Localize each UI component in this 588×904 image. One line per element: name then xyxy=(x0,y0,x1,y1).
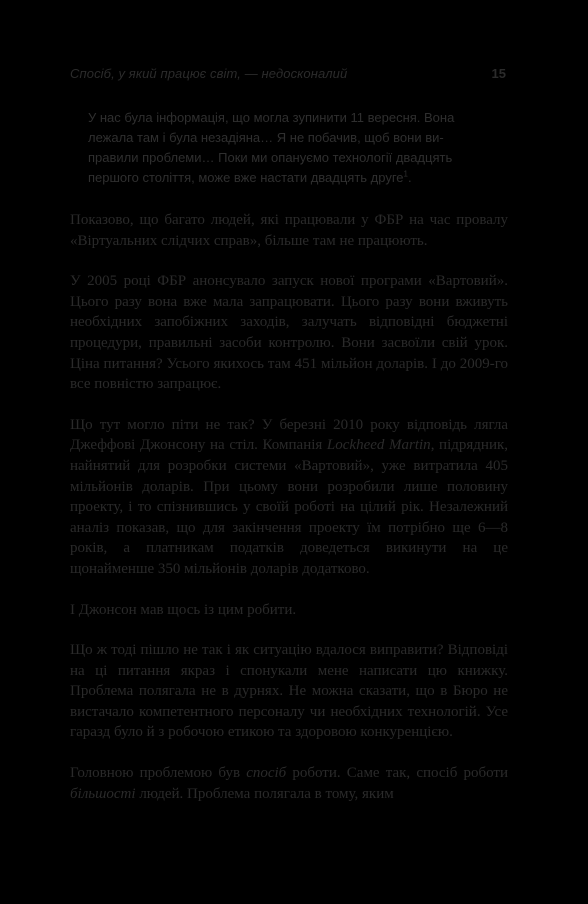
company-name: Lockheed Martin xyxy=(326,437,431,454)
page-number: 15 xyxy=(491,66,506,81)
emphasis: більшості xyxy=(70,785,136,802)
emphasis: спосіб xyxy=(246,765,287,782)
paragraph: У 2005 році ФБР анонсувало запуск нової програми «Вартовий». Цього разу вона вже мала запрацювати. Цього разу вони вживуть необхідних запобіжних заходів, залучать відповідні бюджетні процедури, правильні засоби контролю. Вони засвоїли свій урок. Ціна питання? Усього якихось там 451 мільйон доларів. І до 2009-го все повністю запрацює. xyxy=(70,273,508,393)
quote-line-last: першого століття, може вже настати двадцять друге$^1$. xyxy=(88,169,412,185)
running-head: Спосіб, у який працює світ, — недосконалий xyxy=(70,66,348,81)
footnote-mark: 1 xyxy=(403,169,408,179)
paragraph: Що ж тоді пішло не так і як ситуацію вдалося виправити? Відповіді на ці питання якраз і спонукали мене написати цю книжку. Проблема полягала не в дурнях. Не можна сказати, що в Бюро не вистачало компетентного персоналу чи необхідних технологій. Усе гаразд було й з робочою етикою та здоровою конкуренцією. xyxy=(70,642,508,741)
quote-line: У нас була інформація, що могла зупинити 11 вересня. Вона xyxy=(88,110,455,125)
paragraph: І Джонсон мав щось із цим робити. xyxy=(70,601,297,618)
quote-line: лежала там і була незадіяна… Я не побачив, щоб вони ви- xyxy=(88,130,444,145)
block-quote xyxy=(88,108,508,188)
paragraph: Показово, що багато людей, які працювали у ФБР на час провалу «Віртуальних слідчих справ», більше там не працюють. xyxy=(70,212,508,249)
page-header xyxy=(70,66,506,86)
quote-line: правили проблеми… Поки ми опануємо технології двадцять xyxy=(88,150,453,165)
body-text xyxy=(70,210,508,824)
paragraph: Що тут могло піти не так? У березні 2010 року відповідь лягла Джеффові Джонсону на стіл. Компанія Lockheed Martin, підрядник, найнятий для розробки системи «Вартовий», уже витратила 405 мільйонів доларів. При цьому вони розробили лише половину проекту, і то спізнившись у своїй роботі на цілий рік. Незалежний аналіз показав, що для закінчення проекту їм потрібно ще 6—8 років, а платникам податків доведеться викинути на це щонайменше 350 мільйонів доларів додатково. xyxy=(70,416,509,577)
paragraph: Головною проблемою був спосіб роботи. Саме так, спосіб роботи більшості людей. Проблема полягала в тому, яким xyxy=(70,765,509,802)
